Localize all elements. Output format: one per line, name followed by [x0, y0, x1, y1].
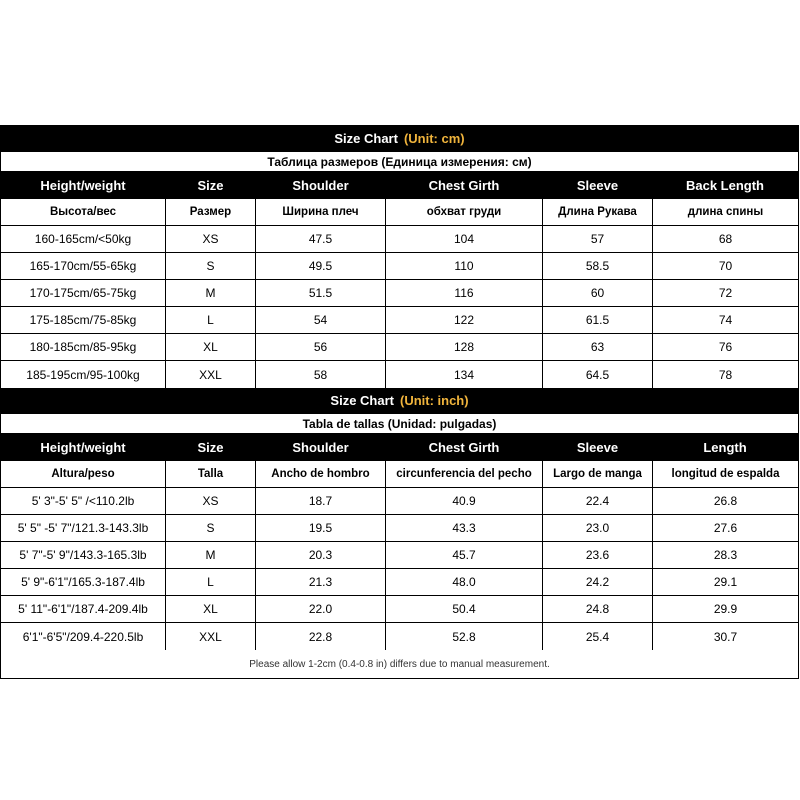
size-cell: XL: [166, 596, 256, 622]
chest-girth-cell: 48.0: [386, 569, 543, 595]
cm-table-body: [1, 226, 798, 388]
sleeve-cell: 57: [543, 226, 653, 252]
header-chest-girth: Chest Girth: [386, 434, 543, 460]
sleeve-cell: 61.5: [543, 307, 653, 333]
cm-title: Size Chart: [334, 131, 398, 146]
size-cell: M: [166, 280, 256, 306]
size-chart: [0, 125, 799, 679]
chest-girth-cell: 134: [386, 361, 543, 388]
shoulder-cell: 47.5: [256, 226, 386, 252]
chest-girth-cell: 50.4: [386, 596, 543, 622]
cm-title-band: [1, 126, 798, 152]
shoulder-cell: 54: [256, 307, 386, 333]
length-cell: 68: [718, 232, 733, 246]
shoulder-cell: 22.8: [256, 623, 386, 650]
length-cell: 29.1: [713, 575, 738, 589]
header-sleeve: Sleeve: [543, 172, 653, 198]
sleeve-cell: 60: [543, 280, 653, 306]
header-height-weight: Height/weight: [1, 434, 166, 460]
header-shoulder: Shoulder: [256, 172, 386, 198]
inch-title-band: [1, 388, 798, 414]
size-cell: L: [166, 569, 256, 595]
translation-cell: Altura/peso: [1, 461, 166, 487]
cm-subtitle-row: [1, 152, 798, 172]
height-weight-cell: 165-170cm/55-65kg: [1, 253, 166, 279]
length-cell: 70: [718, 259, 733, 273]
translation-cell: Размер: [166, 199, 256, 225]
translation-cell: Ancho de hombro: [256, 461, 386, 487]
height-weight-cell: 6'1"-6'5"/209.4-220.5lb: [1, 623, 166, 650]
height-weight-cell: 5' 3"-5' 5" /<110.2lb: [1, 488, 166, 514]
translation-cell: Высота/вес: [1, 199, 166, 225]
length-cell: 72: [718, 286, 733, 300]
height-weight-cell: 170-175cm/65-75kg: [1, 280, 166, 306]
shoulder-cell: 21.3: [256, 569, 386, 595]
chest-girth-cell: 45.7: [386, 542, 543, 568]
inch-translation-row: [1, 461, 798, 488]
table-row: [1, 515, 798, 542]
shoulder-cell: 22.0: [256, 596, 386, 622]
chest-girth-cell: 52.8: [386, 623, 543, 650]
shoulder-cell: 58: [256, 361, 386, 388]
size-cell: XS: [166, 488, 256, 514]
sleeve-cell: 58.5: [543, 253, 653, 279]
size-cell: XL: [166, 334, 256, 360]
length-cell: 29.9: [713, 602, 738, 616]
chest-girth-cell: 128: [386, 334, 543, 360]
length-cell: 28.3: [713, 548, 738, 562]
table-row: [1, 253, 798, 280]
measurement-note: Please allow 1-2cm (0.4-0.8 in) differs due to manual measurement.: [249, 658, 550, 670]
height-weight-cell: 5' 11"-6'1"/187.4-209.4lb: [1, 596, 166, 622]
header-size: Size: [166, 434, 256, 460]
header-length: Length: [653, 434, 798, 460]
sleeve-cell: 24.8: [543, 596, 653, 622]
translation-cell: длина спины: [687, 206, 764, 218]
table-row: [1, 596, 798, 623]
chest-girth-cell: 122: [386, 307, 543, 333]
translation-cell: Largo de manga: [543, 461, 653, 487]
sleeve-cell: 23.0: [543, 515, 653, 541]
cm-header-row: [1, 172, 798, 199]
sleeve-cell: 25.4: [543, 623, 653, 650]
inch-subtitle: Tabla de tallas (Unidad: pulgadas): [302, 416, 497, 431]
inch-header-row: [1, 434, 798, 461]
length-cell: 26.8: [713, 494, 738, 508]
header-height-weight: Height/weight: [1, 172, 166, 198]
size-cell: L: [166, 307, 256, 333]
length-cell: 78: [718, 367, 733, 382]
height-weight-cell: 160-165cm/<50kg: [1, 226, 166, 252]
translation-cell: Длина Рукава: [543, 199, 653, 225]
translation-cell: Talla: [166, 461, 256, 487]
shoulder-cell: 19.5: [256, 515, 386, 541]
shoulder-cell: 18.7: [256, 488, 386, 514]
chest-girth-cell: 43.3: [386, 515, 543, 541]
length-cell: 30.7: [713, 629, 738, 644]
sleeve-cell: 24.2: [543, 569, 653, 595]
translation-cell: Ширина плеч: [256, 199, 386, 225]
height-weight-cell: 5' 9"-6'1"/165.3-187.4lb: [1, 569, 166, 595]
table-row: [1, 307, 798, 334]
header-chest-girth: Chest Girth: [386, 172, 543, 198]
shoulder-cell: 51.5: [256, 280, 386, 306]
shoulder-cell: 20.3: [256, 542, 386, 568]
size-cell: M: [166, 542, 256, 568]
length-cell: 76: [718, 340, 733, 354]
chest-girth-cell: 40.9: [386, 488, 543, 514]
height-weight-cell: 175-185cm/75-85kg: [1, 307, 166, 333]
shoulder-cell: 49.5: [256, 253, 386, 279]
table-row: [1, 569, 798, 596]
table-row: [1, 542, 798, 569]
header-shoulder: Shoulder: [256, 434, 386, 460]
inch-title: Size Chart: [330, 393, 394, 408]
table-row: [1, 334, 798, 361]
sleeve-cell: 64.5: [543, 361, 653, 388]
height-weight-cell: 185-195cm/95-100kg: [1, 361, 166, 388]
measurement-note-row: [1, 650, 798, 678]
table-row: [1, 361, 798, 388]
size-cell: XXL: [166, 361, 256, 388]
size-cell: S: [166, 253, 256, 279]
chest-girth-cell: 116: [386, 280, 543, 306]
translation-cell: longitud de espalda: [671, 468, 780, 480]
table-row: [1, 280, 798, 307]
cm-subtitle: Таблица размеров (Единица измерения: см): [267, 154, 532, 169]
translation-cell: обхват груди: [386, 199, 543, 225]
translation-cell: circunferencia del pecho: [386, 461, 543, 487]
sleeve-cell: 22.4: [543, 488, 653, 514]
table-row: [1, 488, 798, 515]
height-weight-cell: 180-185cm/85-95kg: [1, 334, 166, 360]
length-cell: 27.6: [713, 521, 738, 535]
cm-translation-row: [1, 199, 798, 226]
header-back-length: Back Length: [653, 172, 798, 198]
table-row: [1, 226, 798, 253]
sleeve-cell: 63: [543, 334, 653, 360]
inch-subtitle-row: [1, 414, 798, 434]
inch-table-body: [1, 488, 798, 650]
height-weight-cell: 5' 7"-5' 9"/143.3-165.3lb: [1, 542, 166, 568]
size-cell: XXL: [166, 623, 256, 650]
inch-unit: (Unit: inch): [399, 393, 469, 408]
size-cell: S: [166, 515, 256, 541]
header-sleeve: Sleeve: [543, 434, 653, 460]
cm-unit: (Unit: cm): [403, 131, 465, 146]
table-row: [1, 623, 798, 650]
chest-girth-cell: 104: [386, 226, 543, 252]
chest-girth-cell: 110: [386, 253, 543, 279]
length-cell: 74: [718, 313, 733, 327]
header-size: Size: [166, 172, 256, 198]
size-cell: XS: [166, 226, 256, 252]
height-weight-cell: 5' 5" -5' 7"/121.3-143.3lb: [1, 515, 166, 541]
shoulder-cell: 56: [256, 334, 386, 360]
sleeve-cell: 23.6: [543, 542, 653, 568]
